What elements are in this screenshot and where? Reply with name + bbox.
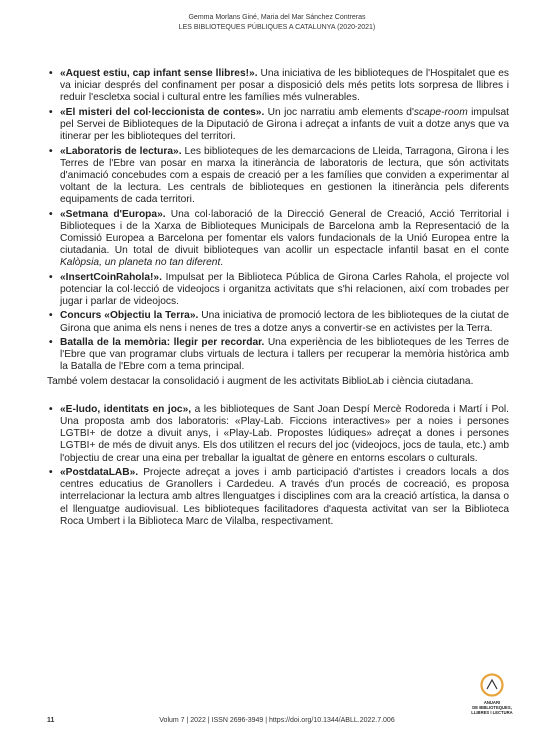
item-italic: Kalòpsia, un planeta no tan diferent — [60, 257, 221, 269]
item-text: Una experiència de les biblioteques de les Terres de l'Ebre que van programar clubs virtuals de lectura i tallers per recuperar la memòria històrica amb la Batalla de l'Ebre com a tema principal. — [60, 337, 509, 373]
item-title: «Laboratoris de lectura». — [60, 145, 182, 157]
item-text: Projecte adreçat a joves i amb participació d'artistes i creadors locals a dos centres educatius de Granollers i Cardedeu. A través d'un procés de cocreació, es proposa interrelacionar la lectura amb altres llenguatges i disciplines com ara la creació artística, la dansa o el llenguatge audiovisual. Les biblioteques facilitadores d'aquesta activitat van ser la Biblioteca Roca Umbert i la Biblioteca Marc de Vilalba, respectivament. — [60, 467, 509, 527]
item-title: Concurs «Objectiu la Terra». — [60, 310, 199, 322]
bibliolab-list — [47, 404, 509, 528]
journal-logo-text — [458, 700, 526, 715]
logo-line: LLIBRES I LECTURA — [471, 710, 513, 715]
page-header — [0, 13, 554, 33]
list-item — [47, 107, 509, 143]
item-text: . — [220, 257, 224, 269]
logo-line: ANUARI — [483, 700, 501, 705]
item-title: «Aquest estiu, cap infant sense llibres!». — [60, 68, 258, 79]
list-item — [47, 68, 509, 104]
item-italic: scape-room — [413, 106, 468, 118]
item-title: «Setmana d'Europa». — [60, 208, 166, 220]
list-item — [47, 310, 509, 334]
item-text: Les biblioteques de les demarcacions de Lleida, Tarragona, Girona i les Terres de l'Ebre van posar en marxa la itinerància de laboratoris de lectura, que són activitats d'animació concebudes com a espais de creació per a les famílies que conviden a experimentar al voltant de la lectura. Les centrals de biblioteques en gestionen la itinerància pels diferents equipaments de cada territori. — [60, 145, 509, 206]
list-item — [47, 404, 509, 465]
list-item — [47, 337, 509, 373]
body-paragraph: També volem destacar la consolidació i augment de les activitats BiblioLab i ciència ciutadana. — [47, 375, 474, 387]
initiatives-list — [47, 68, 509, 374]
header-authors: Gemma Morlans Giné, Maria del Mar Sánchez Contreras — [188, 14, 366, 21]
item-text: impulsat pel Servei de Biblioteques de la Diputació de Girona i adreçat a infants de vuit a dotze anys que va itinerar per les biblioteques del territori. — [60, 106, 510, 143]
item-title: «PostdataLAB». — [60, 467, 139, 479]
item-text: Un joc narratiu amb elements d' — [264, 106, 414, 118]
item-text: Una iniciativa de promoció lectora de les biblioteques de la ciutat de Girona que anima els nens i nenes de tres a dotze anys a convertir-se en activistes per la Terra. — [60, 310, 509, 334]
item-text: Impulsat per la Biblioteca Pública de Girona Carles Rahola, el projecte vol potenciar la col·lecció de videojocs i organitza activitats que s'hi relacionen, així com trobades per jugar i parlar de videojocs. — [60, 271, 509, 307]
item-title: «E-ludo, identitats en joc», — [60, 403, 192, 415]
footer-journal-info: Volum 7 | 2022 | ISSN 2696-3949 | https://doi.org/10.1344/ABLL.2022.7.006 — [159, 717, 395, 724]
list-item — [47, 146, 509, 207]
item-text: a les biblioteques de Sant Joan Despí Mercè Rodoreda i Martí i Pol. Una proposta amb dos laboratoris: «Play-Lab. Ficcions interactives» per a noies i persones LGTBI+ de dotze a divuit anys, i «Play-Lab. Propostes lúdiques» adreçat a dones i persones LGTBI+ de més de divuit anys. Els dos utilitzen el recurs del joc (videojocs, jocs de taula, etc.) amb l'objectiu de crear una eina per treballar la igualtat de gènere en entorns escolars o culturals. — [60, 403, 509, 464]
item-title: Batalla de la memòria: llegir per recordar. — [60, 337, 265, 349]
article-body — [47, 68, 509, 530]
list-item — [47, 209, 509, 270]
item-text: Una iniciativa de les biblioteques de l'Hospitalet que es va iniciar després del confinament per posar a disposició dels més petits lots sorpresa de llibres i reduir l'escletxa social i cultural entre les famílies més vulnerables. — [60, 68, 509, 104]
logo-line: DE BIBLIOTEQUES, — [472, 705, 512, 710]
header-title: LES BIBLIOTEQUES PÚBLIQUES A CATALUNYA (2020-2021) — [178, 24, 376, 31]
list-item — [47, 272, 509, 308]
item-title: «InsertCoinRahola!». — [60, 271, 162, 283]
page-number: 11 — [47, 717, 55, 724]
item-text: Una col·laboració de la Direcció General de Creació, Acció Territorial i Biblioteques i de la Xarxa de Biblioteques Municipals de Barcelona amb la Representació de la Comissió Europea a Barcelona per fomentar els valors fundacionals de la Unió Europea entre la ciutadania. Un total de divuit biblioteques van acollir un espectacle infantil basat en el conte — [60, 208, 509, 257]
list-item — [47, 467, 509, 528]
item-title: «El misteri del col·leccionista de contes». — [60, 106, 265, 118]
